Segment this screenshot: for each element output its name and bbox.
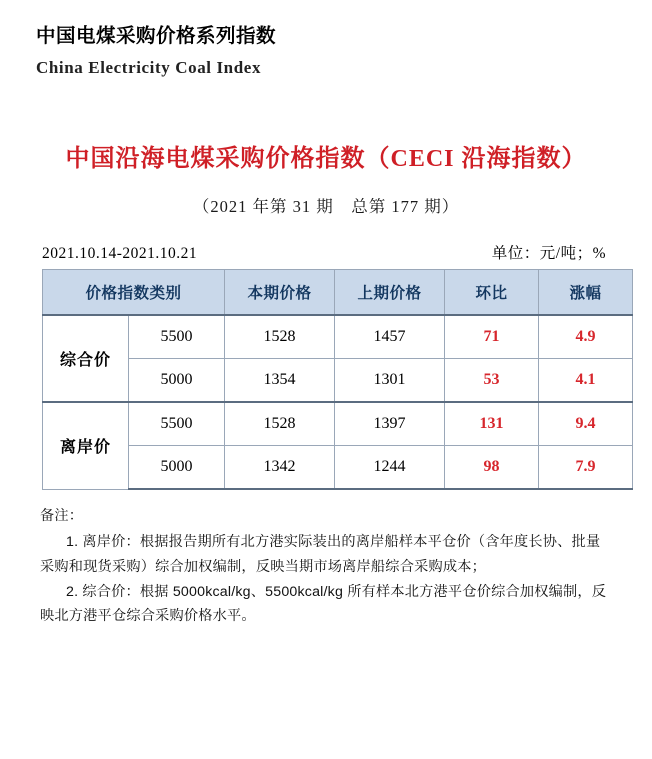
cell-rate: 7.9 bbox=[539, 446, 633, 490]
cell-rate: 9.4 bbox=[539, 402, 633, 446]
cell-current: 1342 bbox=[225, 446, 335, 490]
header-previous-price: 上期价格 bbox=[335, 270, 445, 316]
header-change: 环比 bbox=[445, 270, 539, 316]
cell-previous: 1301 bbox=[335, 359, 445, 403]
cell-spec: 5000 bbox=[129, 359, 225, 403]
cell-change: 71 bbox=[445, 315, 539, 359]
table-header bbox=[43, 270, 633, 316]
cell-previous: 1244 bbox=[335, 446, 445, 490]
masthead-title-en: China Electricity Coal Index bbox=[36, 58, 262, 78]
unit-label: 单位：元/吨；% bbox=[491, 245, 606, 263]
header-category: 价格指数类别 bbox=[43, 270, 225, 316]
cell-spec: 5000 bbox=[129, 446, 225, 490]
price-index-table-wrap bbox=[42, 269, 610, 490]
notes-section bbox=[40, 504, 612, 629]
group-label-fob: 离岸价 bbox=[43, 402, 129, 489]
cell-previous: 1397 bbox=[335, 402, 445, 446]
notes-title: 备注： bbox=[40, 508, 84, 525]
table-row bbox=[43, 402, 633, 446]
cell-rate: 4.9 bbox=[539, 315, 633, 359]
date-range: 2021.10.14-2021.10.21 bbox=[42, 245, 198, 263]
title-block bbox=[0, 143, 652, 217]
table-row bbox=[43, 359, 633, 403]
masthead-title-cn: 中国电煤采购价格系列指数 bbox=[36, 25, 277, 47]
table-body bbox=[43, 315, 633, 489]
page-title: 中国沿海电煤采购价格指数（CECI 沿海指数） bbox=[65, 146, 587, 173]
note-item: 1. 离岸价：根据报告期所有北方港实际装出的离岸船样本平仓价（含年度长协、批量采购和现货采购）综合加权编制，反映当期市场离岸船综合采购成本； bbox=[40, 533, 601, 575]
note-item: 2. 综合价：根据 5000kcal/kg、5500kcal/kg 所有样本北方港平仓价综合加权编制，反映北方港平仓综合采购价格水平。 bbox=[40, 583, 607, 625]
cell-spec: 5500 bbox=[129, 315, 225, 359]
cell-rate: 4.1 bbox=[539, 359, 633, 403]
cell-change: 131 bbox=[445, 402, 539, 446]
header-current-price: 本期价格 bbox=[225, 270, 335, 316]
issue-subtitle: （2021 年第 31 期 总第 177 期） bbox=[192, 197, 460, 217]
cell-current: 1528 bbox=[225, 402, 335, 446]
group-label-composite: 综合价 bbox=[43, 315, 129, 402]
header-rate: 涨幅 bbox=[539, 270, 633, 316]
cell-spec: 5500 bbox=[129, 402, 225, 446]
masthead bbox=[0, 0, 652, 81]
table-row bbox=[43, 446, 633, 490]
cell-previous: 1457 bbox=[335, 315, 445, 359]
cell-current: 1528 bbox=[225, 315, 335, 359]
table-row bbox=[43, 315, 633, 359]
price-index-table bbox=[42, 269, 633, 490]
cell-change: 98 bbox=[445, 446, 539, 490]
meta-row bbox=[42, 241, 610, 263]
cell-current: 1354 bbox=[225, 359, 335, 403]
cell-change: 53 bbox=[445, 359, 539, 403]
